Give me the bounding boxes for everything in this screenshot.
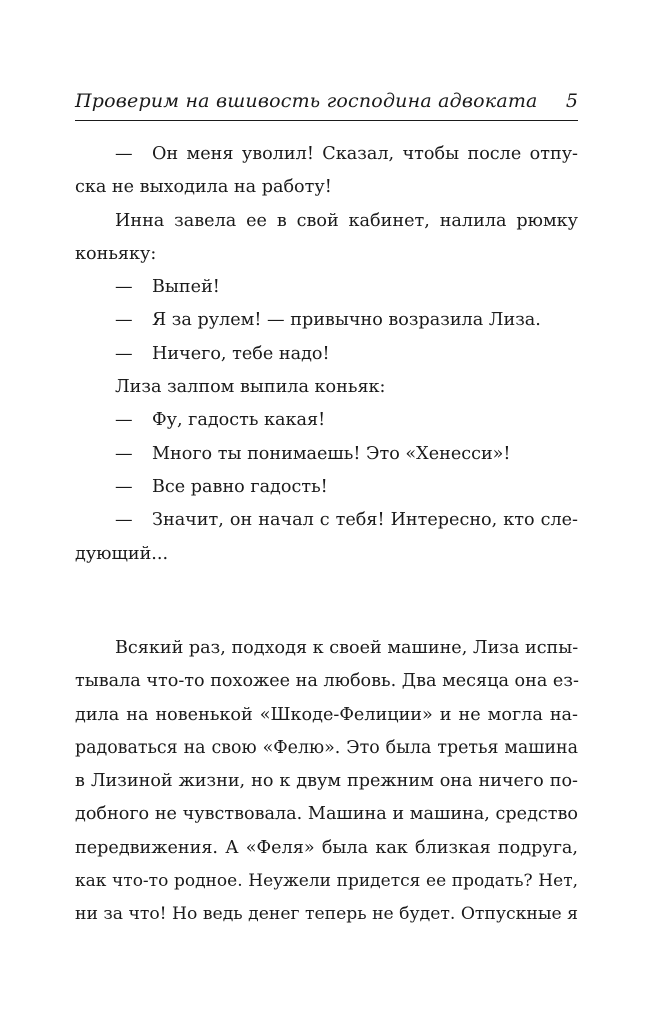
text-line [75,504,578,537]
line-text: передвижения. А «Феля» была как близкая подруга, [75,837,578,858]
running-header [75,88,578,121]
line-text: ни за что! Но ведь денег теперь не будет. Отпускные я [75,904,578,925]
dialogue-dash: — [115,443,133,464]
line-text: дующий... [75,543,169,564]
dialogue-dash: — [115,510,133,531]
line-text: ска не выходила на работу! [75,177,332,198]
text-line [75,238,578,271]
text-line [75,832,578,865]
dialogue-dash: — [115,410,133,431]
running-title: Проверим на вшивость господина адвоката [75,90,538,112]
text-line [75,765,578,798]
text-line [75,865,578,898]
dialogue-dash: — [115,343,133,364]
line-text: Инна завела ее в свой кабинет, налила рюмку [115,210,578,231]
dialogue-dash: — [115,144,133,164]
dialogue-dash: — [115,476,133,497]
line-text: Фу, гадость какая! [152,410,326,431]
text-line [75,338,578,371]
text-line [75,471,578,504]
line-text: дила на новенькой «Шкоде-Фелиции» и не могла на- [75,704,578,725]
text-line [75,304,578,337]
text-line [75,732,578,765]
line-text: Лиза залпом выпила коньяк: [115,377,386,398]
text-line [75,538,578,571]
line-text: в Лизиной жизни, но к двум прежним она ничего по- [75,771,578,792]
text-line [75,898,578,931]
line-text: Много ты понимаешь! Это «Хенесси»! [152,443,511,464]
line-text: Выпей! [152,277,220,298]
line-text: добного не чувствовала. Машина и машина, средство [75,804,578,825]
line-text: Все равно гадость! [152,476,328,497]
line-text: радоваться на свою «Фелю». Это была третья машина [75,737,578,758]
text-line [75,371,578,404]
text-line [75,271,578,304]
text-line [75,665,578,698]
text-line [75,438,578,471]
line-text: Я за рулем! — привычно возразила Лиза. [152,310,541,331]
text-line [75,171,578,204]
line-text: Ничего, тебе надо! [152,343,330,364]
dialogue-dash: — [115,310,133,331]
text-line [75,632,578,665]
text-line [75,138,578,171]
page-number: 5 [565,90,578,112]
line-text: Он меня уволил! Сказал, чтобы после отпу- [152,144,578,164]
line-text: коньяку: [75,243,157,264]
line-text: как что-то родное. Неужели придется ее продать? Нет, [75,871,578,892]
line-text: Всякий раз, подходя к своей машине, Лиза испы- [115,638,579,658]
narrative-paragraph [75,632,578,932]
dialogue-block [75,138,578,571]
text-line [75,205,578,238]
text-line [75,404,578,437]
line-text: Значит, он начал с тебя! Интересно, кто сле- [152,510,578,531]
dialogue-dash: — [115,277,133,298]
line-text: тывала что-то похожее на любовь. Два месяца она ез- [75,671,579,692]
text-line [75,798,578,831]
text-line [75,699,578,732]
